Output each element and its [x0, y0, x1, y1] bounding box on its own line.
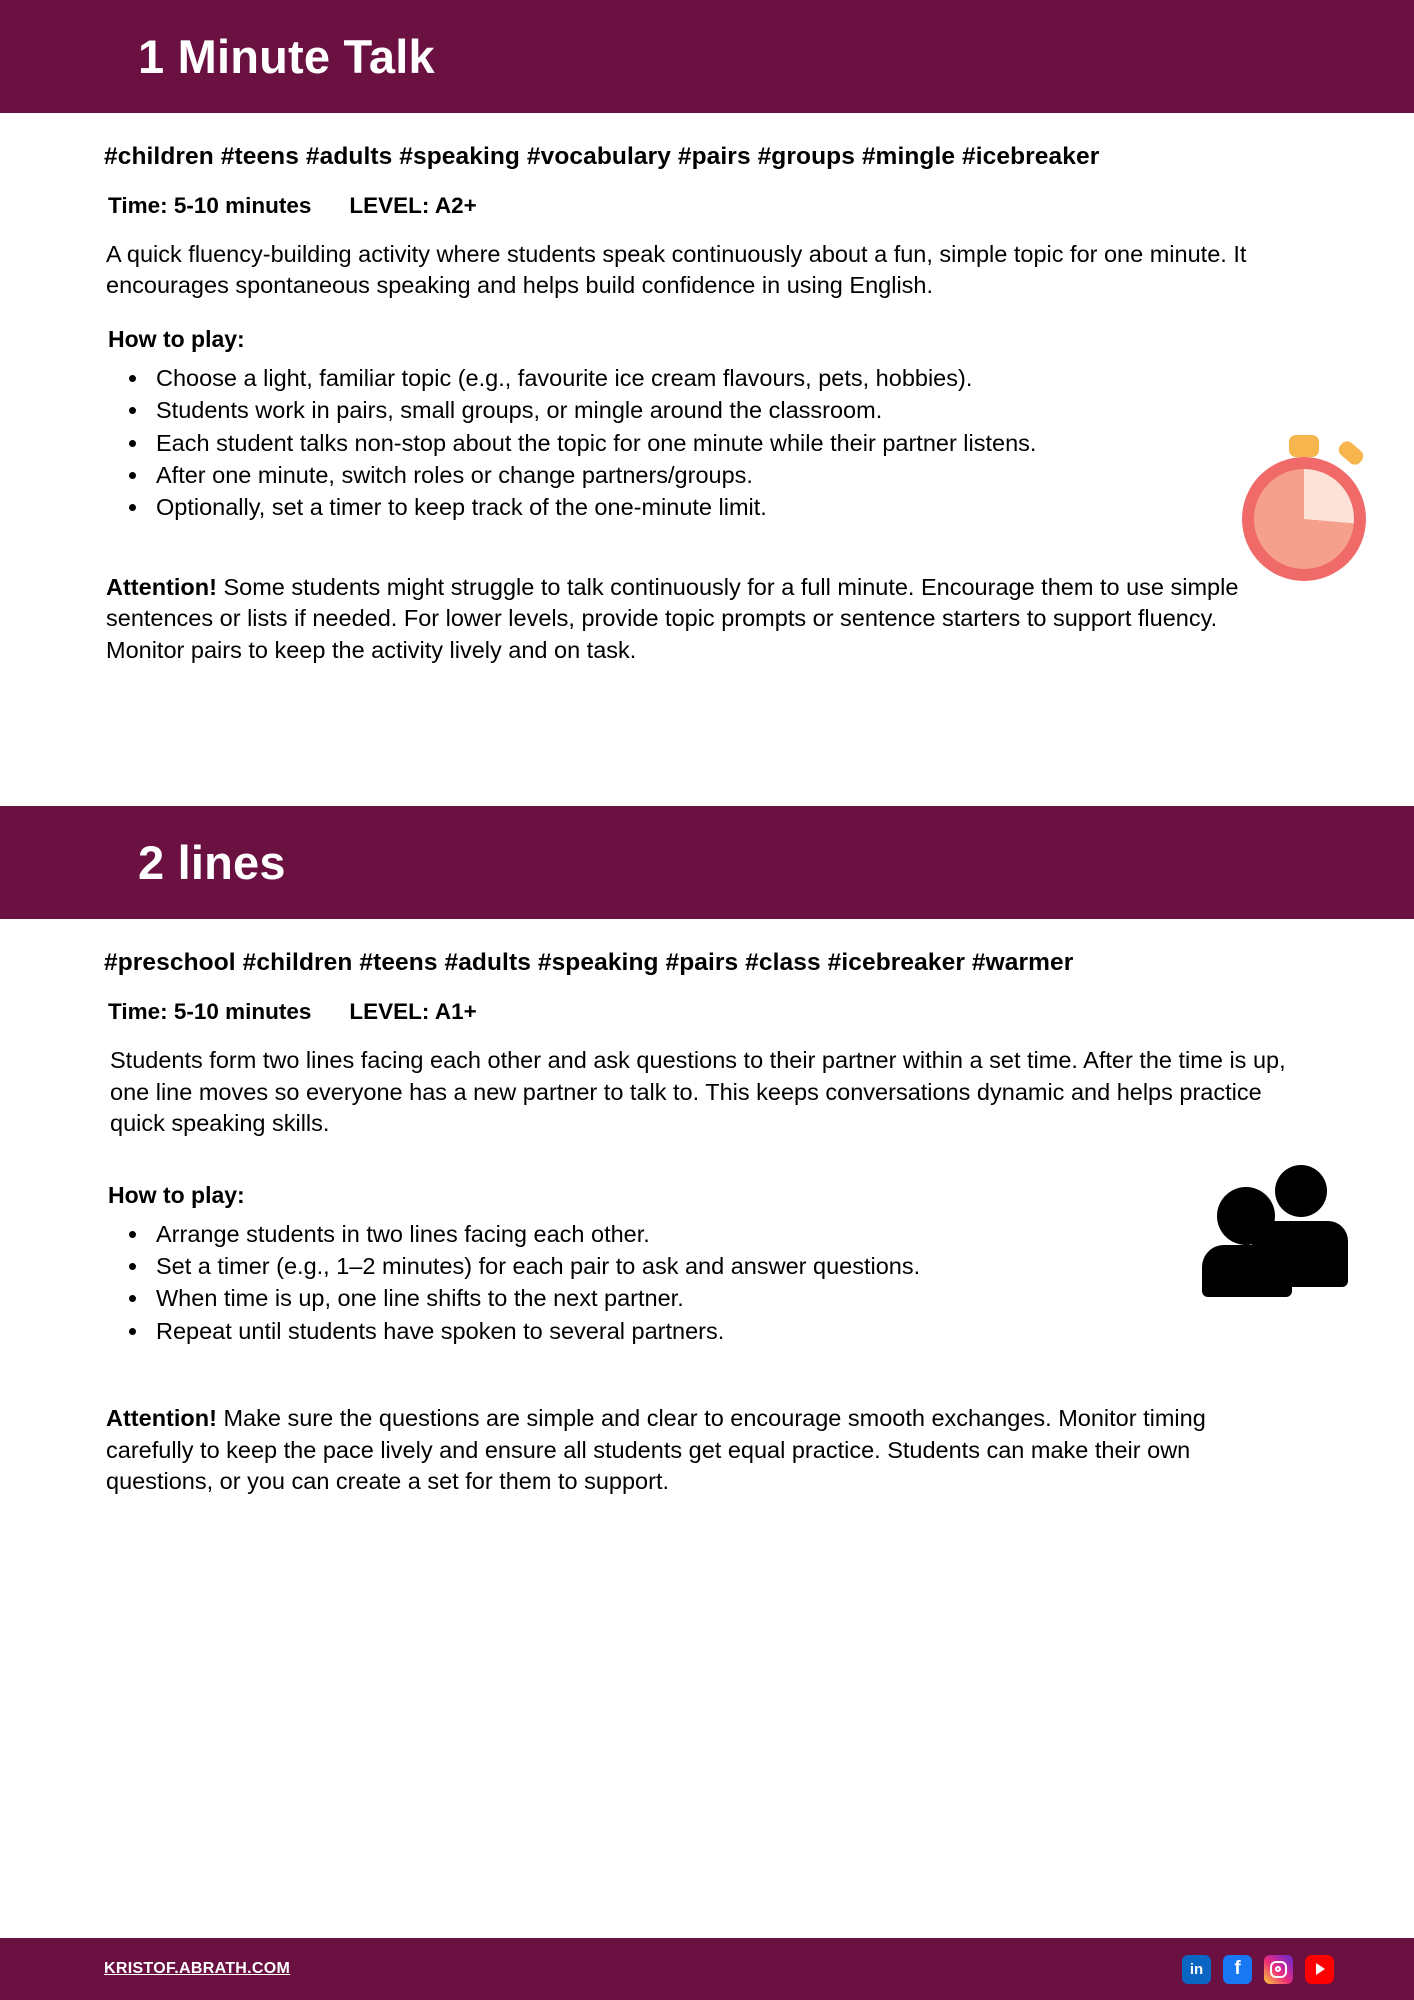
- instagram-frame-icon: [1270, 1961, 1287, 1978]
- facebook-icon[interactable]: f: [1223, 1955, 1252, 1984]
- activity-time: Time: 5-10 minutes: [108, 193, 312, 218]
- person-front-body-icon: [1202, 1245, 1292, 1297]
- list-item: • Set a timer (e.g., 1–2 minutes) for each pair to ask and answer questions.: [150, 1251, 1290, 1282]
- activity-level: LEVEL: A1+: [349, 999, 477, 1025]
- list-item: • After one minute, switch roles or change partners/groups.: [150, 460, 1290, 491]
- activity-2-lines: [0, 806, 1414, 1497]
- list-item: • Choose a light, familiar topic (e.g., favourite ice cream flavours, pets, hobbies).: [150, 363, 1290, 394]
- attention-note: [104, 1403, 1266, 1497]
- steps-list: [104, 1219, 1290, 1347]
- activity-tags: #preschool #children #teens #adults #speaking #pairs #class #icebreaker #warmer: [104, 949, 1074, 977]
- steps-list: [104, 363, 1290, 524]
- activity-meta: [104, 193, 1314, 219]
- activity-title: 1 Minute Talk: [138, 29, 435, 83]
- activity-body: [0, 949, 1414, 1497]
- attention-note: [104, 572, 1266, 666]
- activity-level: LEVEL: A2+: [349, 193, 477, 218]
- play-triangle-icon: [1316, 1963, 1325, 1975]
- list-item: • Arrange students in two lines facing each other.: [150, 1219, 1290, 1250]
- linkedin-icon[interactable]: in: [1182, 1955, 1211, 1984]
- youtube-icon[interactable]: [1305, 1955, 1334, 1984]
- website-link[interactable]: KRISTOF.ABRATH.COM: [104, 1960, 291, 1977]
- stopwatch-icon: [1237, 429, 1372, 579]
- activity-description: Students form two lines facing each other and ask questions to their partner within a set time. After the time is up, one line moves so everyone has a new partner to talk to. This keeps conversations dynamic and helps practice quick speaking skills.: [110, 1047, 1286, 1137]
- list-item: • When time is up, one line shifts to the next partner.: [150, 1283, 1290, 1314]
- activity-description: A quick fluency-building activity where students speak continuously about a fun, simple topic for one minute. It encourages spontaneous speaking and helps build confidence in using English.: [106, 241, 1247, 299]
- stopwatch-dial-icon: [1254, 469, 1354, 569]
- list-item: • Students work in pairs, small groups, or mingle around the classroom.: [150, 395, 1290, 426]
- social-links: [1182, 1955, 1334, 1984]
- section-spacer: [0, 666, 1414, 806]
- how-to-play-label: How to play:: [108, 1181, 245, 1208]
- list-item: • Optionally, set a timer to keep track of the one-minute limit.: [150, 492, 1290, 523]
- list-item: • Each student talks non-stop about the topic for one minute while their partner listens.: [150, 428, 1290, 459]
- stopwatch-top-button-icon: [1289, 435, 1319, 457]
- page-footer: [0, 1938, 1414, 2000]
- person-back-head-icon: [1275, 1165, 1327, 1217]
- attention-text: Some students might struggle to talk continuously for a full minute. Encourage them to use simple sentences or lists if needed. For lower levels, provide topic prompts or sentence starters to support fluency. Monitor pairs to keep the activity lively and on task.: [106, 573, 1239, 663]
- bottom-spacer: [0, 1498, 1414, 1678]
- list-item: • Repeat until students have spoken to several partners.: [150, 1316, 1290, 1347]
- people-icon: [1202, 1165, 1352, 1295]
- activity-header: [0, 806, 1414, 919]
- attention-label: Attention!: [106, 573, 217, 600]
- attention-text: Make sure the questions are simple and clear to encourage smooth exchanges. Monitor timing carefully to keep the pace lively and ensure all students get equal practice. Students can make their own questions, or you can create a set for them to support.: [106, 1405, 1206, 1495]
- stopwatch-side-button-icon: [1336, 439, 1366, 468]
- instagram-icon[interactable]: [1264, 1955, 1293, 1984]
- activity-header: [0, 0, 1414, 113]
- activity-1-minute-talk: [0, 0, 1414, 666]
- instagram-lens-icon: [1275, 1966, 1281, 1972]
- how-to-play-label: How to play:: [108, 325, 245, 352]
- person-front-head-icon: [1217, 1187, 1275, 1245]
- activity-body: [0, 143, 1414, 666]
- activity-meta: [104, 999, 1314, 1025]
- attention-label: Attention!: [106, 1405, 217, 1432]
- activity-title: 2 lines: [138, 836, 286, 890]
- activity-tags: #children #teens #adults #speaking #vocabulary #pairs #groups #mingle #icebreaker: [104, 143, 1100, 170]
- activity-time: Time: 5-10 minutes: [108, 999, 312, 1025]
